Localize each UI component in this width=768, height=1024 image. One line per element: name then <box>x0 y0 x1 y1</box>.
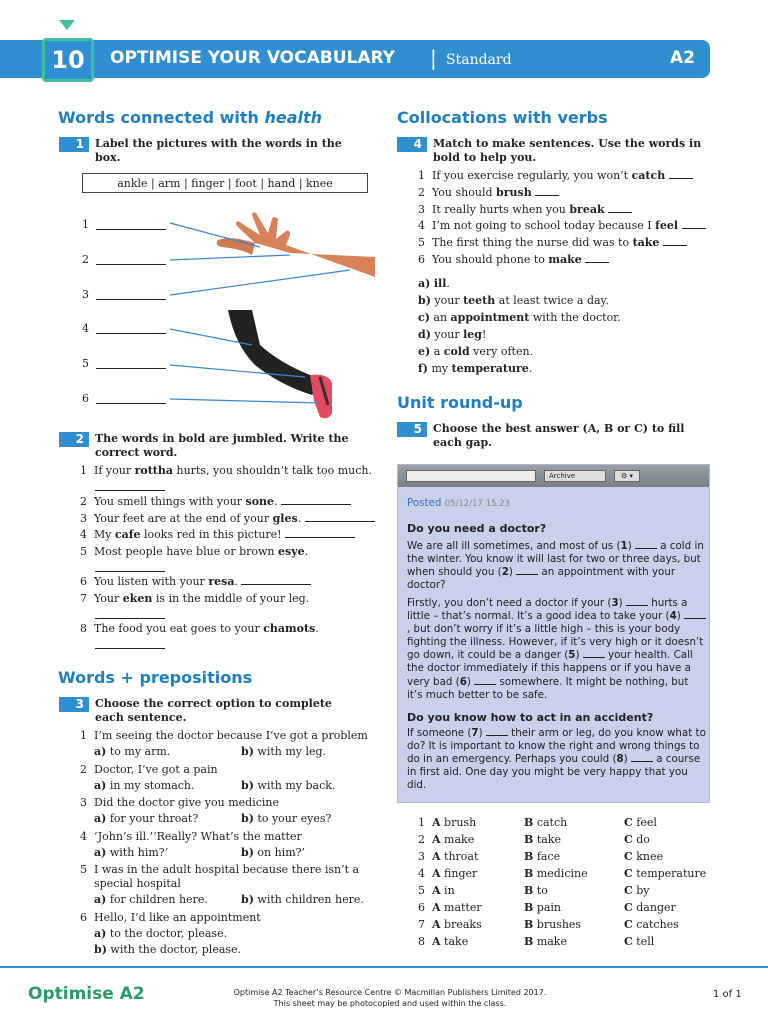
option-text: in <box>444 884 455 897</box>
ending-text: . <box>528 361 533 375</box>
answer-blank[interactable] <box>608 203 632 213</box>
option-text: with him?’ <box>109 846 169 859</box>
option-letter: C <box>624 833 633 846</box>
ending-letter: b) <box>418 293 431 307</box>
collocation-verb: catch <box>631 169 666 182</box>
item-text: You should <box>432 185 497 199</box>
option-a[interactable] <box>94 846 168 860</box>
option-letter: C <box>624 850 633 863</box>
ending-text: with the doctor. <box>529 310 621 324</box>
item-text: Your <box>94 592 123 605</box>
option-letter: C <box>624 935 633 948</box>
exercise-4-ending <box>418 345 533 359</box>
footer-copyright: Optimise A2 Teacher’s Resource Centre © Macmillan Publishers Limited 2017. This sheet may be photocopied and used within the class. <box>233 988 547 1008</box>
exercise-4-item <box>418 169 693 183</box>
option-letter: B <box>524 884 534 897</box>
exercise-2-item <box>80 512 375 526</box>
option-a[interactable] <box>94 779 195 793</box>
option-label: a) <box>94 846 107 859</box>
option-a[interactable] <box>94 812 198 826</box>
answer-blank[interactable] <box>285 528 355 538</box>
ending-text: your <box>434 293 464 307</box>
option-b[interactable] <box>241 812 331 826</box>
option-text: with children here. <box>257 893 364 906</box>
option-letter: A <box>432 850 441 863</box>
collocation-verb: break <box>569 202 605 216</box>
option-text: brush <box>444 816 477 829</box>
item-number: 5 <box>80 545 87 558</box>
item-text: If your <box>94 464 135 477</box>
exercise-1-instruction: Label the pictures with the words in the box. <box>95 137 342 164</box>
page-title: OPTIMISE YOUR VOCABULARY <box>110 48 395 68</box>
option-letter: B <box>524 867 534 880</box>
word-box: ankle | arm | finger | foot | hand | knee <box>82 173 368 193</box>
ending-letter: f) <box>418 361 428 375</box>
ending-text: my <box>431 361 452 375</box>
option-text: to your eyes? <box>257 812 332 825</box>
question-text: Doctor, I’ve got a pain <box>94 763 218 776</box>
question-text: Did the doctor give you medicine <box>94 796 279 809</box>
page-subtitle: Standard <box>446 52 512 68</box>
picture-label-number: 6 <box>82 392 89 405</box>
answer-option-a[interactable] <box>432 899 482 916</box>
option-label: a) <box>94 812 107 825</box>
exercise-3-question <box>80 763 218 777</box>
option-text: do <box>636 833 650 846</box>
answer-option-c[interactable] <box>624 933 654 950</box>
option-label: a) <box>94 745 107 758</box>
option-text: knee <box>636 850 664 863</box>
option-letter: C <box>624 918 633 931</box>
item-number: 6 <box>418 253 425 266</box>
section-title-prepositions: Words + prepositions <box>58 668 253 687</box>
exercise-2-item <box>80 622 319 636</box>
item-text: I’m not going to school today because I <box>432 219 656 233</box>
option-text: catches <box>636 918 679 931</box>
exercise-4-item <box>418 203 632 217</box>
item-number: 2 <box>80 495 87 508</box>
option-letter: B <box>524 850 534 863</box>
answer-option-b[interactable] <box>524 848 560 865</box>
option-letter: C <box>624 884 633 897</box>
option-text: to my arm. <box>109 745 171 758</box>
item-number: 6 <box>80 911 87 924</box>
option-label: b) <box>241 779 254 792</box>
level-badge: A2 <box>670 48 695 68</box>
ending-text: an <box>433 310 451 324</box>
ending-text: very often. <box>469 344 534 358</box>
exercise-4-ending <box>418 362 532 376</box>
option-label: b) <box>94 943 107 956</box>
answer-option-c[interactable] <box>624 916 679 933</box>
option-text: tell <box>636 935 655 948</box>
section-title-health: Words connected with health <box>58 108 323 127</box>
item-number: 5 <box>418 236 425 250</box>
picture-label-blank[interactable] <box>96 322 166 334</box>
ending-keyword: leg <box>463 327 482 341</box>
option-letter: C <box>624 816 633 829</box>
option-label: a) <box>94 893 107 906</box>
question-text: I’m seeing the doctor because I’ve got a problem <box>94 729 368 742</box>
jumbled-word: sone <box>245 495 275 508</box>
option-text: to <box>536 884 548 897</box>
item-text: . <box>234 575 238 588</box>
question-text: ‘John’s ill.’‘Really? What’s the matter <box>94 830 302 843</box>
answer-blank[interactable] <box>535 186 559 196</box>
archive-dropdown[interactable]: Archive <box>544 470 606 482</box>
option-text: matter <box>444 901 482 914</box>
unit-number: 10 <box>42 38 94 82</box>
exercise-badge-1: 1 <box>59 137 89 152</box>
answer-option-c[interactable] <box>624 882 650 899</box>
item-text: My <box>94 528 115 541</box>
option-text: for your throat? <box>109 812 199 825</box>
exercise-3-question <box>80 729 368 743</box>
option-letter: A <box>432 867 441 880</box>
exercise-4-ending <box>418 277 450 291</box>
answer-blank-line[interactable] <box>95 481 165 491</box>
answer-row-number: 5 <box>418 884 425 897</box>
option-label: b) <box>241 745 254 758</box>
answer-row-number: 2 <box>418 833 425 846</box>
footer-brand: Optimise A2 <box>28 984 145 1004</box>
item-text: looks red in this picture! <box>140 528 282 541</box>
exercise-3-question <box>80 830 302 844</box>
item-number: 1 <box>80 729 87 742</box>
item-number: 4 <box>418 219 425 233</box>
question-text: I was in the adult hospital because there isn’t a <box>94 863 360 876</box>
exercise-badge-4: 4 <box>397 137 427 152</box>
picture-label-number: 1 <box>82 218 89 231</box>
item-number: 2 <box>80 763 87 776</box>
item-text: You should phone to <box>432 253 549 266</box>
exercise-4-item <box>418 236 687 250</box>
arm-illustration <box>236 212 375 277</box>
answer-blank[interactable] <box>241 575 311 585</box>
option-letter: A <box>432 833 441 846</box>
option-letter: A <box>432 901 441 914</box>
answer-option-c[interactable] <box>624 848 663 865</box>
item-text: . <box>274 495 278 508</box>
option-text: pain <box>536 901 562 914</box>
exercise-4-ending <box>418 328 486 342</box>
answer-row-number: 8 <box>418 935 425 948</box>
answer-option-b[interactable] <box>524 899 561 916</box>
exercise-4-instruction: Match to make sentences. Use the words in bold to help you. <box>433 137 702 164</box>
option-text: in my stomach. <box>109 779 195 792</box>
exercise-2-instruction: The words in bold are jumbled. Write the correct word. <box>95 432 349 459</box>
option-letter: B <box>524 816 534 829</box>
item-text: You listen with your <box>94 575 209 588</box>
answer-row-number: 6 <box>418 901 425 914</box>
page-number: 1 of 1 <box>713 989 742 1000</box>
jumbled-word: rottha <box>134 464 174 477</box>
option-text: with the doctor, please. <box>110 943 242 956</box>
exercise-badge-5: 5 <box>397 422 427 437</box>
exercise-4-ending <box>418 311 621 325</box>
option-label: b) <box>241 812 254 825</box>
answer-blank[interactable] <box>663 236 687 246</box>
blog-toolbar <box>398 465 709 487</box>
option-b[interactable] <box>241 846 305 860</box>
item-text: . <box>297 512 302 525</box>
item-number: 4 <box>80 528 87 541</box>
item-number: 3 <box>418 202 425 216</box>
answer-row-number: 4 <box>418 867 425 880</box>
ending-keyword: ill <box>433 277 447 290</box>
option-b[interactable] <box>241 779 335 793</box>
ending-letter: d) <box>418 327 431 341</box>
answer-blank[interactable] <box>281 495 351 505</box>
item-text: is in the middle of your leg. <box>152 592 310 605</box>
picture-label-number: 5 <box>82 357 89 370</box>
exercise-4-item <box>418 253 609 267</box>
option-letter: A <box>432 884 441 897</box>
unit-marker-triangle <box>59 20 75 30</box>
option-text: to the doctor, please. <box>109 927 228 940</box>
answer-blank[interactable] <box>682 219 706 229</box>
ending-keyword: temperature <box>451 361 529 375</box>
item-text: . <box>304 545 309 558</box>
item-text: hurts, you shouldn’t talk too much. <box>173 464 372 477</box>
jumbled-word: eken <box>122 592 153 605</box>
jumbled-word: cafe <box>114 528 141 541</box>
exercise-4-item <box>418 186 559 200</box>
answer-row-number: 1 <box>418 816 425 829</box>
answer-blank[interactable] <box>669 169 693 179</box>
item-text: . <box>315 622 319 635</box>
answer-option-a[interactable] <box>432 933 468 950</box>
picture-label-blank[interactable] <box>96 392 166 404</box>
collocation-verb: take <box>632 236 660 250</box>
item-text: If you exercise regularly, you won’t <box>432 169 632 182</box>
answer-blank[interactable] <box>585 253 609 263</box>
exercise-2-item <box>80 528 355 542</box>
option-a[interactable] <box>94 927 227 941</box>
option-letter: B <box>524 918 534 931</box>
option-letter: B <box>524 935 534 948</box>
answer-blank-line[interactable] <box>95 639 165 649</box>
item-number: 1 <box>418 169 425 182</box>
item-number: 5 <box>80 863 87 876</box>
picture-label-number: 4 <box>82 322 89 335</box>
ending-keyword: appointment <box>450 310 530 324</box>
picture-label-number: 3 <box>82 288 89 301</box>
answer-option-c[interactable] <box>624 865 706 882</box>
option-letter: A <box>432 816 441 829</box>
answer-option-b[interactable] <box>524 916 581 933</box>
item-text: Most people have blue or brown <box>94 545 278 558</box>
option-letter: C <box>624 901 633 914</box>
option-text: medicine <box>536 867 588 880</box>
option-text: by <box>636 884 650 897</box>
option-letter: B <box>524 833 534 846</box>
item-text: The food you eat goes to your <box>94 622 264 635</box>
answer-option-c[interactable] <box>624 814 657 831</box>
item-number: 3 <box>80 796 87 809</box>
option-text: take <box>536 833 561 846</box>
exercise-badge-3: 3 <box>59 697 89 712</box>
exercise-badge-2: 2 <box>59 432 89 447</box>
option-a[interactable] <box>94 745 170 759</box>
picture-label-number: 2 <box>82 253 89 266</box>
option-b[interactable] <box>94 943 241 957</box>
answer-row-number: 3 <box>418 850 425 863</box>
title-separator: | <box>430 46 437 70</box>
jumbled-word: resa <box>208 575 235 588</box>
answer-option-b[interactable] <box>524 882 548 899</box>
option-letter: C <box>624 867 633 880</box>
exercise-4-ending <box>418 294 609 308</box>
option-text: danger <box>636 901 676 914</box>
blog-heading-2: Do you know how to act in an accident? <box>407 711 654 724</box>
answer-option-a[interactable] <box>432 814 476 831</box>
ending-letter: e) <box>418 344 431 358</box>
answer-blank-line[interactable] <box>95 609 165 619</box>
option-a[interactable] <box>94 893 208 907</box>
option-text: breaks <box>444 918 482 931</box>
option-letter: A <box>432 918 441 931</box>
option-label: b) <box>241 846 254 859</box>
answer-option-a[interactable] <box>432 848 478 865</box>
collocation-verb: make <box>548 253 582 266</box>
item-text: The first thing the nurse did was to <box>432 236 633 250</box>
item-number: 2 <box>418 185 425 199</box>
leg-illustration <box>228 310 320 395</box>
option-label: b) <box>241 893 254 906</box>
exercise-4-item <box>418 219 706 233</box>
option-text: for children here. <box>109 893 208 906</box>
picture-label-blank[interactable] <box>96 253 166 265</box>
blog-heading-1: Do you need a doctor? <box>407 522 547 535</box>
option-text: take <box>444 935 469 948</box>
label-line-6 <box>170 399 320 403</box>
picture-label-blank[interactable] <box>96 218 166 230</box>
exercise-2-item <box>80 495 351 509</box>
item-text: You smell things with your <box>94 495 246 508</box>
answer-row-number: 7 <box>418 918 425 931</box>
option-text: with my back. <box>257 779 336 792</box>
collocation-verb: brush <box>496 185 532 199</box>
ending-keyword: teeth <box>463 293 496 307</box>
option-text: make <box>536 935 567 948</box>
ending-text: at least twice a day. <box>495 293 609 307</box>
answer-option-a[interactable] <box>432 916 482 933</box>
answer-option-b[interactable] <box>524 865 588 882</box>
ending-text: a <box>433 344 444 358</box>
exercise-3-question <box>80 863 359 877</box>
picture-label-blank[interactable] <box>96 288 166 300</box>
picture-label-blank[interactable] <box>96 357 166 369</box>
question-text: Hello, I’d like an appointment <box>94 911 261 924</box>
option-text: make <box>444 833 475 846</box>
blog-paragraph-2: Firstly, you don’t need a doctor if your (3) hurts a little – that’s normal. It’s a good idea to take your (4) , but don’t worry if it’s a little high – this is your body fighting the illness. However, if it’s very high or it doesn’t go down, it could be a danger (5) your health. Call the doctor immediately if this happens or if you have a very bad (6) somewhere. It might be nothing, but it’s much better to be safe. <box>407 597 707 702</box>
blog-paragraph-1: We are all ill sometimes, and most of us (1) a cold in the winter. You know it will last for two or three days, but when should you (2) an appointment with your doctor? <box>407 540 704 592</box>
option-label: a) <box>94 927 107 940</box>
collocation-verb: feel <box>655 219 679 233</box>
answer-option-c[interactable] <box>624 899 676 916</box>
option-b[interactable] <box>241 893 364 907</box>
item-number: 7 <box>80 592 87 605</box>
option-letter: A <box>432 935 441 948</box>
ending-letter: a) <box>418 277 431 290</box>
section-title-collocations: Collocations with verbs <box>397 108 608 127</box>
blog-posted: Posted 05/12/17 15.23 <box>407 497 510 509</box>
option-b[interactable] <box>241 745 326 759</box>
ending-letter: c) <box>418 310 430 324</box>
blog-paragraph-3: If someone (7) their arm or leg, do you know what to do? It is important to know the right and wrong things to do in an emergency. Perhaps you could (8) a course in first aid. One day you might be very happy that you did. <box>407 727 706 792</box>
option-text: temperature <box>636 867 707 880</box>
blog-search-input[interactable] <box>406 470 536 482</box>
item-number: 6 <box>80 575 87 588</box>
answer-option-b[interactable] <box>524 814 567 831</box>
blog-post-panel <box>397 464 710 803</box>
exercise-3-instruction: Choose the correct option to complete each sentence. <box>95 697 332 724</box>
footer-divider <box>0 966 768 968</box>
option-text: throat <box>444 850 479 863</box>
option-text: feel <box>636 816 657 829</box>
option-label: a) <box>94 779 107 792</box>
answer-option-c[interactable] <box>624 831 650 848</box>
option-text: with my leg. <box>257 745 327 758</box>
jumbled-word: gles <box>272 512 298 525</box>
answer-option-a[interactable] <box>432 865 477 882</box>
exercise-3-question-continued: special hospital <box>94 877 181 890</box>
answer-blank-line[interactable] <box>95 562 165 572</box>
item-number: 1 <box>80 464 87 477</box>
ending-text: ! <box>481 327 487 341</box>
answer-option-a[interactable] <box>432 831 474 848</box>
ending-text: your <box>434 327 464 341</box>
exercise-2-item <box>80 464 372 478</box>
exercise-3-question <box>80 796 279 810</box>
ending-text: . <box>446 277 450 290</box>
section-title-roundup: Unit round-up <box>397 393 523 412</box>
option-letter: B <box>524 901 534 914</box>
gear-icon[interactable]: ⚙ ▾ <box>614 470 640 482</box>
item-number: 8 <box>80 622 87 635</box>
item-text: Your feet are at the end of your <box>94 512 273 525</box>
exercise-3-question <box>80 911 261 925</box>
label-line-2 <box>170 255 290 260</box>
ending-keyword: cold <box>443 344 470 358</box>
item-number: 3 <box>80 512 87 525</box>
option-text: catch <box>536 816 568 829</box>
option-text: finger <box>444 867 478 880</box>
body-parts-illustration <box>160 205 380 425</box>
exercise-5-instruction: Choose the best answer (A, B or C) to fill each gap. <box>433 422 685 449</box>
answer-blank[interactable] <box>305 512 375 522</box>
answer-option-b[interactable] <box>524 831 561 848</box>
option-text: face <box>536 850 561 863</box>
item-text: It really hurts when you <box>432 202 570 216</box>
answer-option-a[interactable] <box>432 882 455 899</box>
exercise-2-item <box>80 592 309 606</box>
jumbled-word: esye <box>278 545 305 558</box>
exercise-2-item <box>80 575 311 589</box>
item-number: 4 <box>80 830 87 843</box>
jumbled-word: chamots <box>263 622 316 635</box>
label-line-3 <box>170 270 350 295</box>
answer-option-b[interactable] <box>524 933 567 950</box>
option-text: brushes <box>536 918 582 931</box>
option-text: on him?’ <box>257 846 306 859</box>
exercise-2-item <box>80 545 308 559</box>
